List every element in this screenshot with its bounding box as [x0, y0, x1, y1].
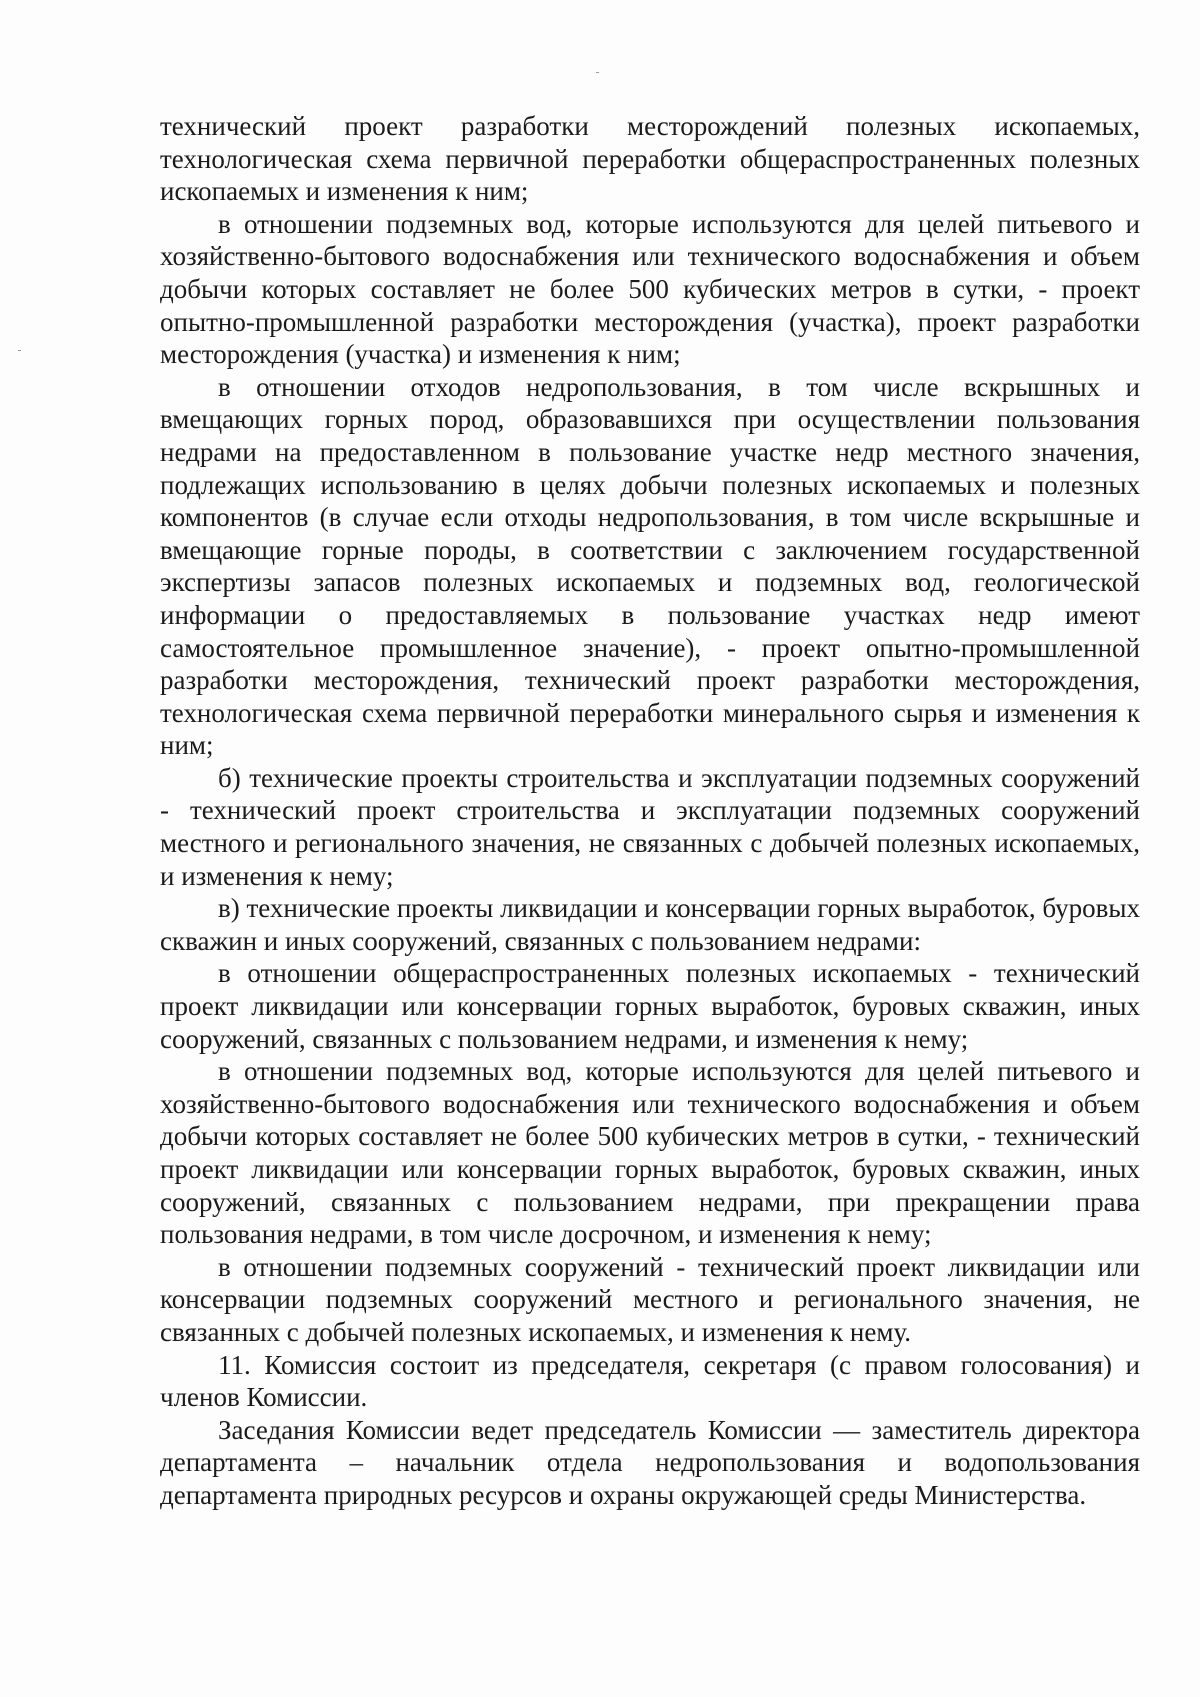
paragraph-item-11: 11. Комиссия состоит из председателя, секретаря (с правом голосования) и членов Комиссии.: [160, 1349, 1140, 1413]
paragraph-underground-structures: в отношении подземных сооружений - технический проект ликвидации или консервации подземных сооружений местного и регионального значения, не связанных с добычей полезных ископаемых, и изменения к нему.: [160, 1251, 1140, 1347]
scan-speck: [18, 350, 21, 351]
paragraph-common-minerals: в отношении общераспространенных полезных ископаемых - технический проект ликвидации или консервации горных выработок, буровых скважин, иных сооружений, связанных с пользованием недрами, и изменения к нему;: [160, 958, 1140, 1054]
paragraph-meetings: Заседания Комиссии ведет председатель Комиссии — заместитель директора департамента – начальник отдела недропользования и водопользования департамента природных ресурсов и охраны окружающей среды Министерства.: [160, 1414, 1140, 1510]
paragraph-item-v: в) технические проекты ликвидации и консервации горных выработок, буровых скважин и иных сооружений, связанных с пользованием недрами:: [160, 893, 1140, 956]
paragraph-groundwater-liquidation: в отношении подземных вод, которые используются для целей питьевого и хозяйственно-бытового водоснабжения или технического водоснабжения и объем добычи которых составляет не более 500 кубических метров в сутки, - технический проект ликвидации или консервации горных выработок, буровых скважин, иных сооружений, связанных с пользованием недрами, при прекращении права пользования недрами, в том числе досрочном, и изменения к нему;: [160, 1056, 1140, 1250]
document-body: [160, 110, 1140, 1512]
paragraph-groundwater-development: в отношении подземных вод, которые используются для целей питьевого и хозяйственно-бытового водоснабжения или технического водоснабжения и объем добычи которых составляет не более 500 кубических метров в сутки, - проект опытно-промышленной разработки месторождения (участка), проект разработки месторождения (участка) и изменения к ним;: [160, 208, 1140, 370]
scan-speck: [596, 72, 599, 73]
paragraph-item-b: б) технические проекты строительства и эксплуатации подземных сооружений - технический проект строительства и эксплуатации подземных сооружений местного и регионального значения, не связанных с добычей полезных ископаемых, и изменения к нему;: [160, 762, 1140, 891]
paragraph-continuation: технический проект разработки месторождений полезных ископаемых, технологическая схема первичной переработки общераспространенных полезных ископаемых и изменения к ним;: [160, 111, 1140, 207]
paragraph-mining-waste: в отношении отходов недропользования, в том числе вскрышных и вмещающих горных пород, образовавшихся при осуществлении пользования недрами на предоставленном в пользование участке недр местного значения, подлежащих использованию в целях добычи полезных ископаемых и полезных компонентов (в случае если отходы недропользования, в том числе вскрышные и вмещающие горные породы, в соответствии с заключением государственной экспертизы запасов полезных ископаемых и подземных вод, геологической информации о предоставляемых в пользование участках недр имеют самостоятельное промышленное значение), - проект опытно-промышленной разработки месторождения, технический проект разработки месторождения, технологическая схема первичной переработки минерального сырья и изменения к ним;: [160, 371, 1140, 761]
